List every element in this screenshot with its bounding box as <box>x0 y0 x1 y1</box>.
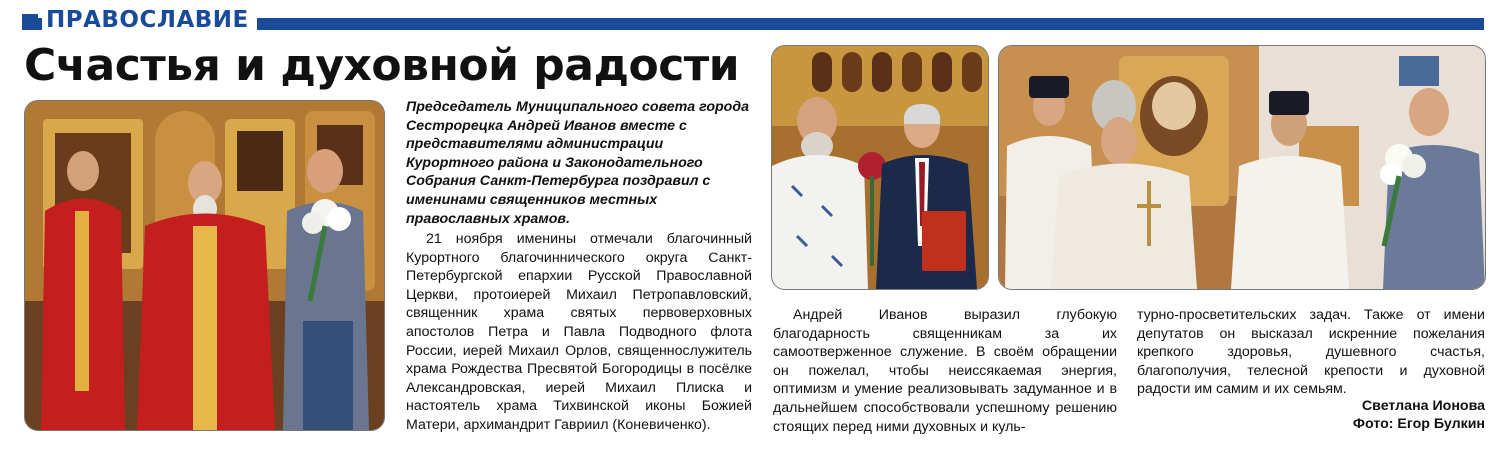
rubric-square <box>22 14 38 30</box>
body-column-2: Андрей Иванов выразил глубокую благодарность священникам за их самоотверженное служение. В своём обращении он пожелал, чтобы неиссякаемая энергия, оптимизм и умение реализовывать задуманное и в дальнейшем способствовали успешному решению стоящих перед ними духовных и куль- <box>773 307 1117 435</box>
photo-priests-white-vestments <box>998 45 1486 290</box>
photo-credit: Фото: Егор Булкин <box>1352 416 1485 432</box>
body-column-3: турно-просветительских задач. Также от имени депутатов он высказал искренние пожелания крепкого здоровья, душевного счастья, благополучия, телесной крепости и духовной радости им самим и их семьям. <box>1137 307 1485 398</box>
photo-priests-red-vestments <box>24 100 385 431</box>
rubric-bar <box>22 7 1484 33</box>
author-name: Светлана Ионова <box>1361 398 1485 414</box>
body-column-1: 21 ноября именины отмечали благочинный Курортного благочиннического округа Санкт-Петербургской епархии Русской Православной Церкви, протоиерей Михаил Петропавловский, священник храма святых первоверховных апостолов Петра и Павла Подводного флота России, иерей Михаил Орлов, священнослужитель храма Рождества Пресвятой Богородицы в посёлке Александровская, иерей Михаил Плиска и настоятель храма Тихвинской иконы Божией Матери, архимандрит Гавриил (Коневиченко). <box>406 231 752 433</box>
photo-priest-and-official <box>771 45 989 290</box>
rubric-label: ПРАВОСЛАВИЕ <box>42 8 257 32</box>
headline: Счастья и духовной радости <box>24 40 740 91</box>
lead-paragraph: Председатель Муниципального совета города Сестрорецка Андрей Иванов вместе с представителями администрации Курортного района и Законодательного Собрания Санкт-Петербурга поздравил с именинами священников местных православных храмов. <box>406 99 749 227</box>
